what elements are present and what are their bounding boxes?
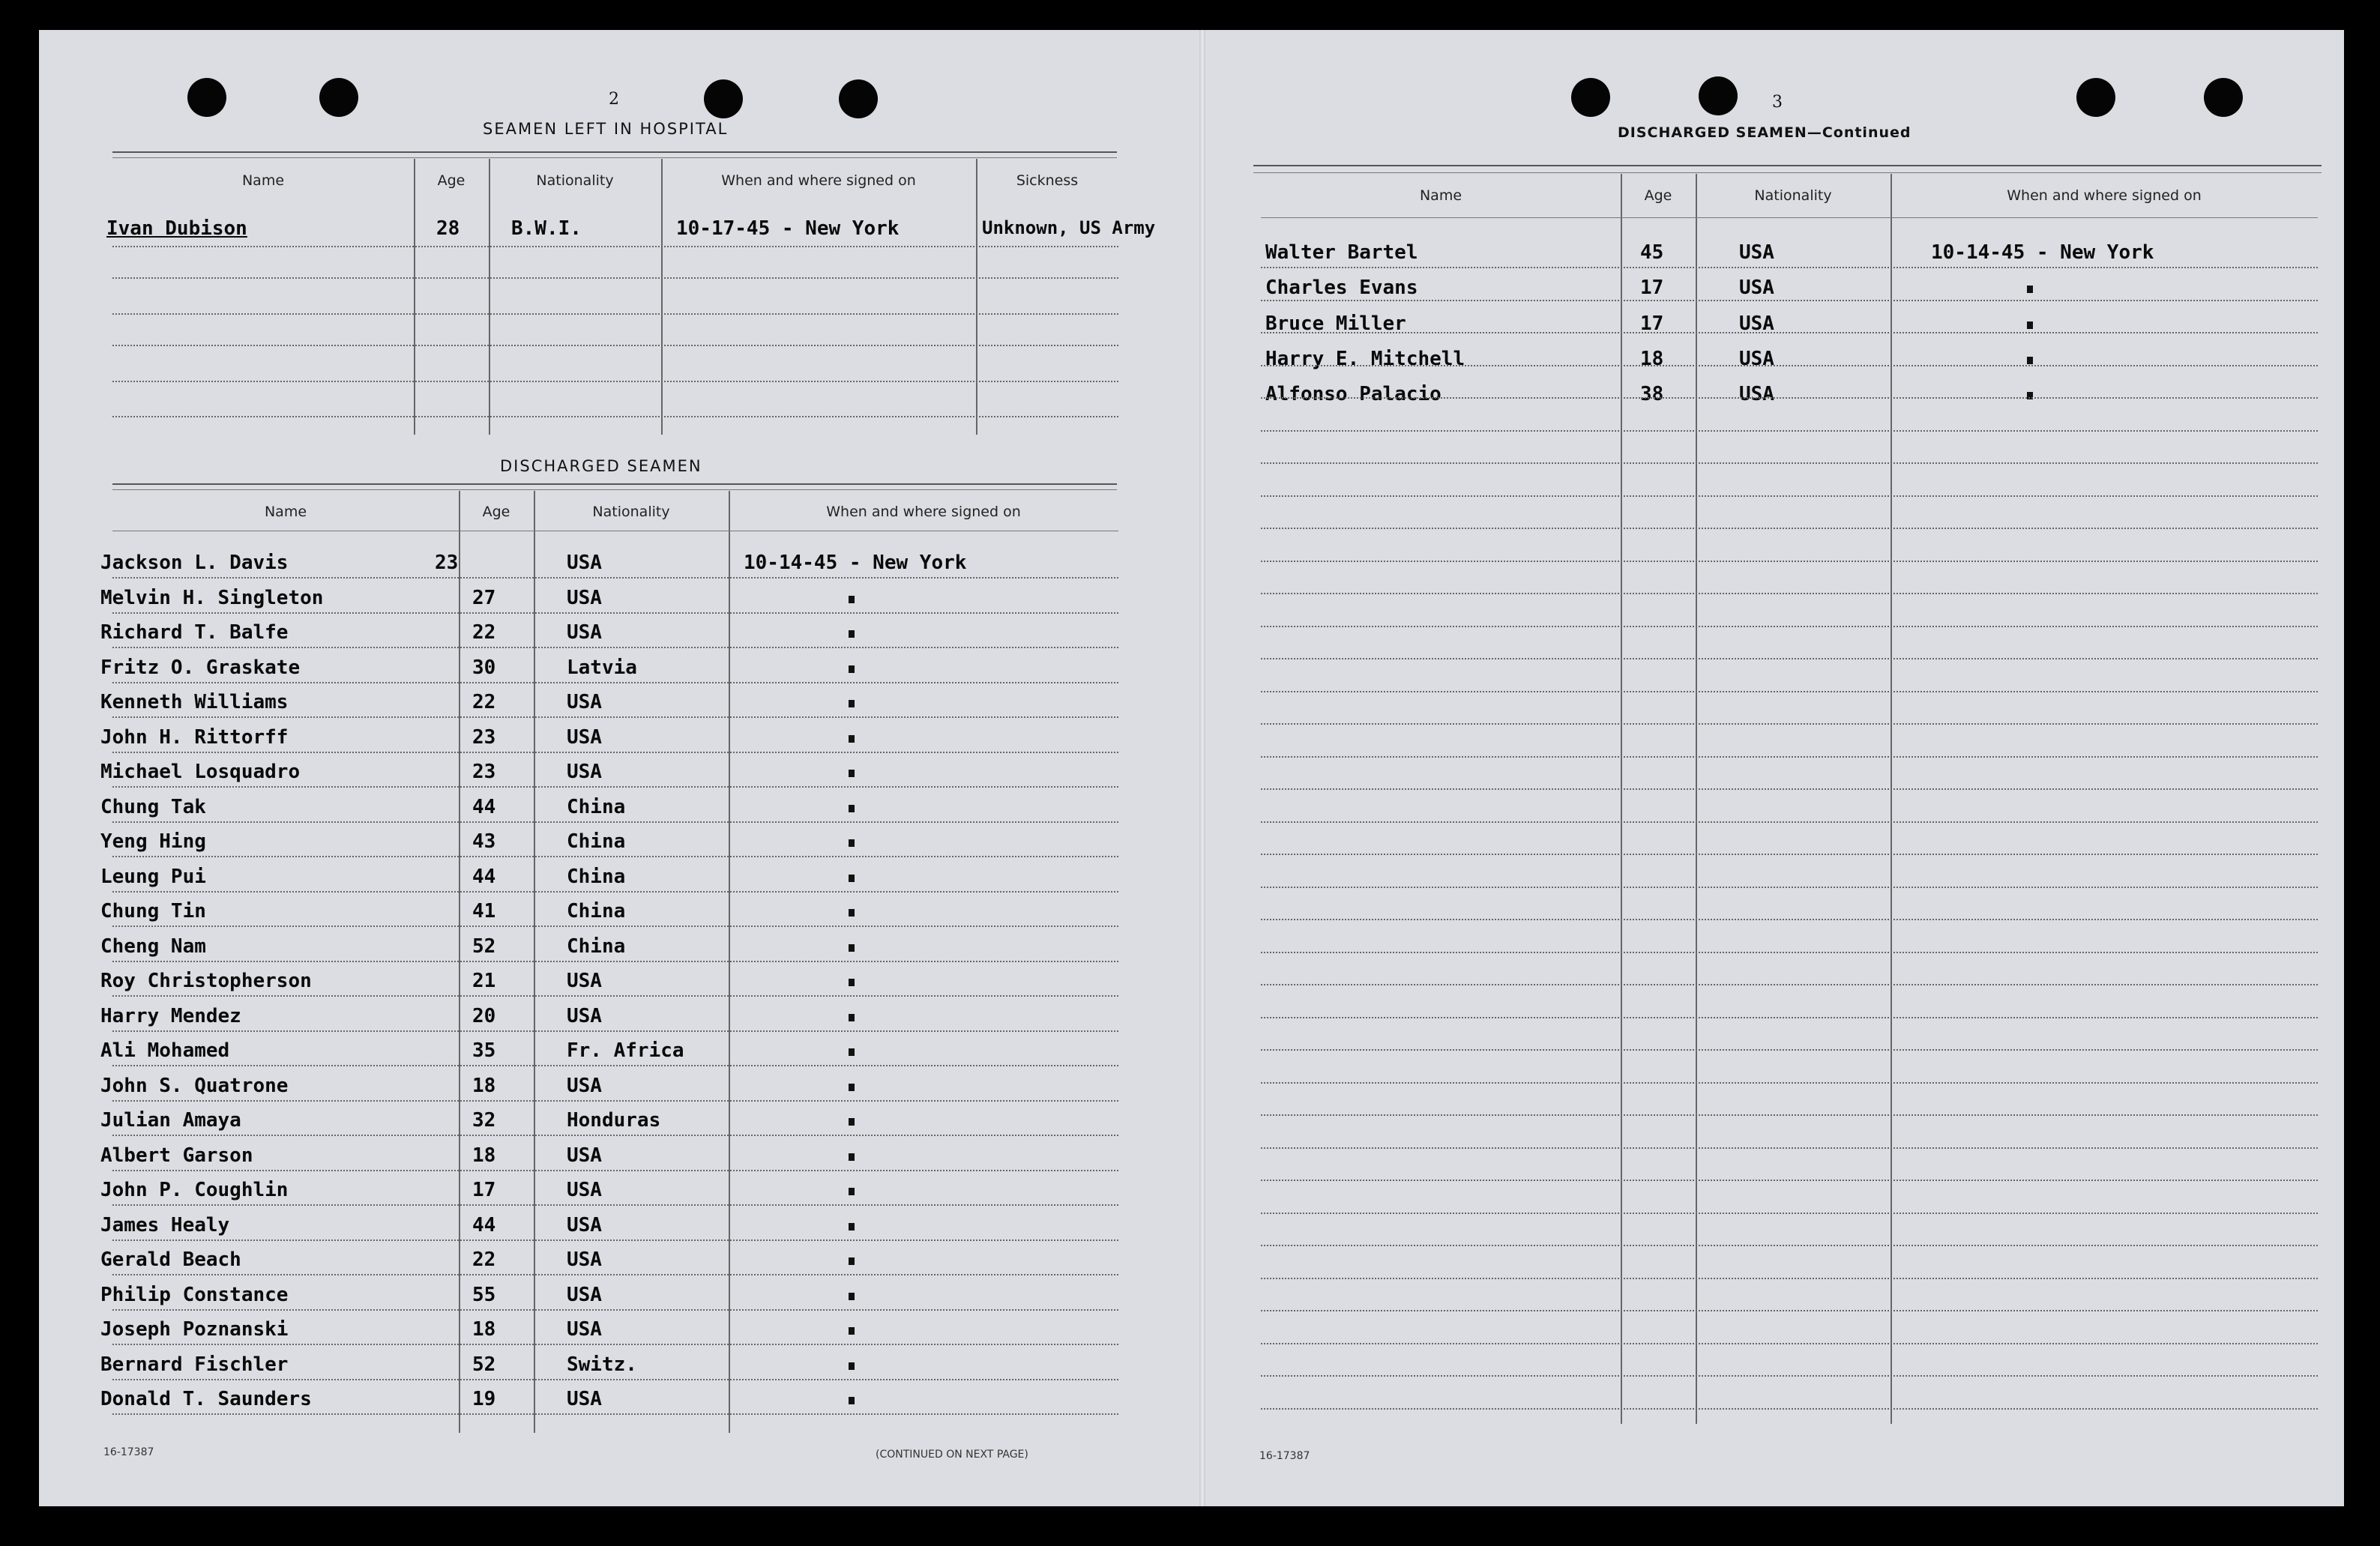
ditto-mark bbox=[849, 944, 855, 952]
seaman-nationality: USA bbox=[1739, 383, 1774, 406]
ditto-mark bbox=[849, 1084, 855, 1091]
column-header: Age bbox=[437, 172, 466, 189]
column-header: Name bbox=[1419, 187, 1462, 204]
seaman-age: 30 bbox=[472, 656, 496, 679]
row-rule bbox=[112, 1379, 1118, 1380]
seaman-name: John H. Rittorff bbox=[100, 725, 289, 749]
seaman-name: Harry E. Mitchell bbox=[1265, 347, 1465, 370]
row-rule bbox=[112, 1065, 1118, 1066]
ditto-mark bbox=[849, 700, 855, 707]
ditto-mark bbox=[849, 1188, 855, 1195]
row-rule bbox=[1261, 1147, 2318, 1149]
seaman-nationality: USA bbox=[567, 1004, 602, 1027]
column-divider bbox=[661, 159, 663, 435]
punch-hole bbox=[187, 78, 226, 117]
column-header: Age bbox=[1644, 187, 1672, 204]
seaman-name: Gerald Beach bbox=[100, 1248, 241, 1271]
document-sheet bbox=[39, 30, 2344, 1506]
seaman-age: 18 bbox=[1640, 347, 1664, 370]
ditto-mark bbox=[849, 596, 855, 603]
row-rule bbox=[112, 1309, 1118, 1311]
seaman-age: 23 bbox=[472, 725, 496, 749]
seaman-nationality: USA bbox=[1739, 277, 1774, 300]
seaman-age: 44 bbox=[472, 795, 496, 818]
seaman-name: Walter Bartel bbox=[1265, 241, 1418, 264]
seaman-age: 21 bbox=[472, 970, 496, 992]
row-rule bbox=[1261, 1278, 2318, 1279]
seaman-name: Kenneth Williams bbox=[100, 691, 289, 713]
seaman-name: Harry Mendez bbox=[100, 1004, 241, 1027]
row-rule bbox=[1261, 1017, 2318, 1018]
seaman-age: 55 bbox=[472, 1283, 496, 1306]
seaman-age: 44 bbox=[472, 1213, 496, 1237]
row-rule bbox=[1261, 1114, 2318, 1116]
seaman-age: 18 bbox=[472, 1318, 496, 1341]
form-number-right: 16-17387 bbox=[1259, 1450, 1310, 1462]
row-rule bbox=[112, 577, 1118, 579]
column-divider bbox=[459, 491, 460, 1433]
row-rule bbox=[112, 995, 1118, 997]
seaman-age: 22 bbox=[472, 621, 496, 644]
seaman-name: Cheng Nam bbox=[100, 934, 206, 958]
divider bbox=[1253, 172, 2322, 173]
seaman-nationality: Switz. bbox=[567, 1353, 637, 1376]
seaman-nationality: China bbox=[567, 934, 626, 958]
seaman-name: Leung Pui bbox=[100, 865, 206, 888]
seaman-age: 22 bbox=[472, 1248, 496, 1271]
seaman-nationality: USA bbox=[567, 1248, 602, 1271]
ditto-mark bbox=[849, 979, 855, 986]
row-rule bbox=[1261, 821, 2318, 823]
ditto-mark bbox=[849, 1327, 855, 1335]
seaman-nationality: USA bbox=[567, 970, 602, 992]
divider bbox=[112, 489, 1117, 490]
seaman-nationality: USA bbox=[1739, 241, 1774, 264]
column-header: Nationality bbox=[536, 172, 614, 189]
ditto-mark bbox=[849, 1362, 855, 1370]
column-header: Sickness bbox=[1016, 172, 1079, 189]
row-rule bbox=[1261, 756, 2318, 758]
seaman-age: 27 bbox=[472, 586, 496, 609]
seaman-nationality: USA bbox=[567, 761, 602, 783]
column-divider bbox=[729, 491, 730, 1433]
punch-hole bbox=[2076, 78, 2115, 117]
seaman-nationality: USA bbox=[567, 725, 602, 749]
ditto-mark bbox=[849, 630, 855, 638]
punch-hole bbox=[2204, 78, 2243, 117]
seaman-nationality: China bbox=[567, 795, 626, 818]
hospital-section-title: SEAMEN LEFT IN HOSPITAL bbox=[483, 120, 729, 138]
seaman-nationality: USA bbox=[567, 586, 602, 609]
row-rule bbox=[112, 246, 1118, 247]
divider bbox=[1253, 165, 2322, 166]
column-header: Name bbox=[264, 504, 307, 520]
column-divider bbox=[1621, 174, 1622, 1424]
row-rule bbox=[1261, 723, 2318, 725]
column-divider bbox=[1891, 174, 1892, 1424]
seaman-name: Joseph Poznanski bbox=[100, 1318, 289, 1341]
row-rule bbox=[1261, 887, 2318, 888]
ditto-mark bbox=[849, 1223, 855, 1231]
seaman-nationality: China bbox=[567, 900, 626, 923]
seaman-age: 17 bbox=[1640, 312, 1664, 335]
divider bbox=[112, 483, 1117, 485]
row-rule bbox=[1261, 300, 2318, 301]
row-rule bbox=[1261, 1310, 2318, 1311]
divider bbox=[112, 157, 1117, 158]
signed-on: 10-14-45 - New York bbox=[1931, 241, 2154, 264]
ditto-mark bbox=[849, 1014, 855, 1021]
seaman-nationality: USA bbox=[567, 1388, 602, 1410]
row-rule bbox=[1261, 430, 2318, 432]
row-rule bbox=[1261, 267, 2318, 268]
seaman-nationality: USA bbox=[567, 1283, 602, 1306]
ditto-mark bbox=[849, 909, 855, 917]
seaman-name: Alfonso Palacio bbox=[1265, 383, 1441, 406]
punch-hole bbox=[839, 79, 878, 118]
row-rule bbox=[1261, 1408, 2318, 1410]
row-rule bbox=[112, 682, 1118, 683]
seaman-name: Chung Tin bbox=[100, 900, 206, 923]
row-rule bbox=[1261, 788, 2318, 790]
row-rule bbox=[112, 786, 1118, 788]
row-rule bbox=[112, 752, 1118, 753]
row-rule bbox=[112, 1135, 1118, 1136]
seaman-age: 35 bbox=[472, 1039, 496, 1062]
seaman-age: 41 bbox=[472, 900, 496, 923]
seaman-name: Bernard Fischler bbox=[100, 1353, 289, 1376]
row-rule bbox=[112, 416, 1118, 417]
punch-hole bbox=[319, 78, 358, 117]
row-rule bbox=[1261, 1082, 2318, 1084]
row-rule bbox=[112, 856, 1118, 857]
column-divider bbox=[414, 159, 415, 435]
continued-section-title: DISCHARGED SEAMEN—Continued bbox=[1618, 124, 1911, 141]
row-rule bbox=[1261, 495, 2318, 497]
seaman-name: Bruce Miller bbox=[1265, 312, 1406, 335]
seaman-name: John S. Quatrone bbox=[100, 1074, 289, 1097]
row-rule bbox=[112, 961, 1118, 962]
seaman-nationality: USA bbox=[567, 1318, 602, 1341]
ditto-mark bbox=[849, 805, 855, 812]
seaman-name: Roy Christopherson bbox=[100, 970, 312, 992]
row-rule bbox=[112, 1274, 1118, 1275]
seaman-name: Chung Tak bbox=[100, 795, 206, 818]
row-rule bbox=[112, 313, 1118, 315]
signed-on: 10-14-45 - New York bbox=[744, 552, 967, 574]
ditto-mark bbox=[849, 1048, 855, 1056]
seaman-nationality: USA bbox=[567, 691, 602, 713]
row-rule bbox=[1261, 1245, 2318, 1246]
row-rule bbox=[1261, 626, 2318, 627]
row-rule bbox=[1261, 1049, 2318, 1051]
discharged-section-title: DISCHARGED SEAMEN bbox=[500, 457, 702, 475]
signed-on: 10-17-45 - New York bbox=[676, 217, 900, 240]
seaman-nationality: USA bbox=[567, 1179, 602, 1201]
seaman-age: 18 bbox=[472, 1074, 496, 1097]
seaman-age: 18 bbox=[472, 1144, 496, 1167]
seaman-age: 38 bbox=[1640, 383, 1664, 406]
ditto-mark bbox=[849, 875, 855, 882]
ditto-mark bbox=[849, 665, 855, 673]
column-header: Nationality bbox=[592, 504, 670, 520]
seaman-nationality: B.W.I. bbox=[511, 217, 582, 240]
seaman-age: 17 bbox=[1640, 277, 1664, 300]
row-rule bbox=[112, 381, 1118, 382]
punch-hole bbox=[1571, 78, 1610, 117]
ditto-mark bbox=[849, 1293, 855, 1300]
column-divider bbox=[976, 159, 977, 435]
ditto-mark bbox=[849, 1397, 855, 1404]
ditto-mark bbox=[2027, 357, 2033, 364]
row-rule bbox=[1261, 691, 2318, 692]
seaman-age: 22 bbox=[472, 691, 496, 713]
row-rule bbox=[112, 926, 1118, 927]
seaman-name: Philip Constance bbox=[100, 1283, 289, 1306]
ditto-mark bbox=[2027, 286, 2033, 293]
ditto-mark bbox=[849, 839, 855, 847]
seaman-age: 43 bbox=[472, 830, 496, 853]
seaman-nationality: USA bbox=[567, 1213, 602, 1237]
seaman-nationality: China bbox=[567, 830, 626, 853]
row-rule bbox=[1261, 365, 2318, 366]
seaman-nationality: China bbox=[567, 865, 626, 888]
seaman-nationality: Fr. Africa bbox=[567, 1039, 684, 1062]
row-rule bbox=[1261, 528, 2318, 529]
page-fold bbox=[1199, 30, 1205, 1506]
column-header: When and where signed on bbox=[2007, 187, 2202, 204]
row-rule bbox=[1261, 984, 2318, 985]
row-rule bbox=[112, 891, 1118, 893]
row-rule bbox=[112, 821, 1118, 823]
seaman-age: 23 bbox=[472, 761, 496, 783]
seaman-nationality: USA bbox=[567, 1074, 602, 1097]
seaman-age: 19 bbox=[472, 1388, 496, 1410]
seaman-name: Ivan Dubison bbox=[106, 217, 247, 240]
sickness: Unknown, US Army bbox=[982, 217, 1156, 238]
row-rule bbox=[1261, 462, 2318, 464]
row-rule bbox=[1261, 1213, 2318, 1214]
seaman-nationality: USA bbox=[567, 1144, 602, 1167]
row-rule bbox=[1261, 1343, 2318, 1344]
row-rule bbox=[1261, 658, 2318, 659]
continued-note: (CONTINUED ON NEXT PAGE) bbox=[876, 1449, 1028, 1461]
row-rule bbox=[112, 1204, 1118, 1206]
seaman-name: Albert Garson bbox=[100, 1144, 253, 1167]
seaman-age: 28 bbox=[436, 217, 460, 240]
row-rule bbox=[1261, 561, 2318, 562]
seaman-nationality: USA bbox=[567, 621, 602, 644]
row-rule bbox=[112, 1170, 1118, 1171]
ditto-mark bbox=[849, 1153, 855, 1161]
ditto-mark bbox=[849, 735, 855, 743]
seaman-name: Donald T. Saunders bbox=[100, 1388, 312, 1410]
column-divider bbox=[534, 491, 535, 1433]
row-rule bbox=[1261, 952, 2318, 953]
row-rule bbox=[1261, 919, 2318, 920]
seaman-name: John P. Coughlin bbox=[100, 1179, 289, 1201]
seaman-age: 20 bbox=[472, 1004, 496, 1027]
row-rule bbox=[112, 612, 1118, 614]
column-header: Nationality bbox=[1754, 187, 1832, 204]
seaman-age: 17 bbox=[472, 1179, 496, 1201]
seaman-nationality: USA bbox=[567, 552, 602, 574]
seaman-age: 32 bbox=[472, 1109, 496, 1132]
page-number-right: 3 bbox=[1772, 93, 1783, 112]
page-number-left: 2 bbox=[609, 90, 619, 109]
row-rule bbox=[1261, 1375, 2318, 1377]
seaman-name: Melvin H. Singleton bbox=[100, 586, 324, 609]
form-number-left: 16-17387 bbox=[103, 1446, 154, 1458]
seaman-name: Richard T. Balfe bbox=[100, 621, 289, 644]
seaman-age: 52 bbox=[472, 934, 496, 958]
row-rule bbox=[1261, 1180, 2318, 1181]
row-rule bbox=[1261, 397, 2318, 399]
row-rule bbox=[112, 1030, 1118, 1032]
row-rule bbox=[112, 716, 1118, 718]
seaman-name: Ali Mohamed bbox=[100, 1039, 230, 1062]
column-divider bbox=[489, 159, 490, 435]
seaman-name: Julian Amaya bbox=[100, 1109, 241, 1132]
column-header: Age bbox=[482, 504, 510, 520]
seaman-nationality: USA bbox=[1739, 347, 1774, 370]
row-rule bbox=[112, 647, 1118, 648]
column-header: When and where signed on bbox=[721, 172, 916, 189]
ditto-mark bbox=[849, 1257, 855, 1265]
row-rule bbox=[112, 345, 1118, 346]
column-header: When and where signed on bbox=[826, 504, 1021, 520]
seaman-name: James Healy bbox=[100, 1213, 230, 1237]
row-rule bbox=[112, 1344, 1118, 1345]
row-rule bbox=[112, 1413, 1118, 1415]
seaman-age: 23 bbox=[435, 552, 459, 574]
seaman-age: 45 bbox=[1640, 241, 1664, 264]
punch-hole bbox=[1699, 76, 1738, 115]
row-rule bbox=[112, 1100, 1118, 1102]
column-divider bbox=[1696, 174, 1697, 1424]
seaman-nationality: Latvia bbox=[567, 656, 637, 679]
seaman-name: Michael Losquadro bbox=[100, 761, 301, 783]
row-rule bbox=[112, 277, 1118, 279]
seaman-age: 52 bbox=[472, 1353, 496, 1376]
seaman-name: Charles Evans bbox=[1265, 277, 1418, 300]
column-header: Name bbox=[241, 172, 285, 189]
seaman-name: Jackson L. Davis bbox=[100, 552, 289, 574]
ditto-mark bbox=[849, 770, 855, 777]
row-rule bbox=[1261, 854, 2318, 855]
seaman-name: Fritz O. Graskate bbox=[100, 656, 301, 679]
ditto-mark bbox=[849, 1118, 855, 1126]
header-rule bbox=[1261, 217, 2318, 218]
seaman-age: 44 bbox=[472, 865, 496, 888]
seaman-nationality: Honduras bbox=[567, 1109, 661, 1132]
seaman-name: Yeng Hing bbox=[100, 830, 206, 853]
seaman-nationality: USA bbox=[1739, 312, 1774, 335]
divider bbox=[112, 151, 1117, 153]
punch-hole bbox=[704, 79, 743, 118]
row-rule bbox=[112, 1239, 1118, 1241]
row-rule bbox=[1261, 332, 2318, 333]
ditto-mark bbox=[2027, 321, 2033, 329]
row-rule bbox=[1261, 593, 2318, 594]
